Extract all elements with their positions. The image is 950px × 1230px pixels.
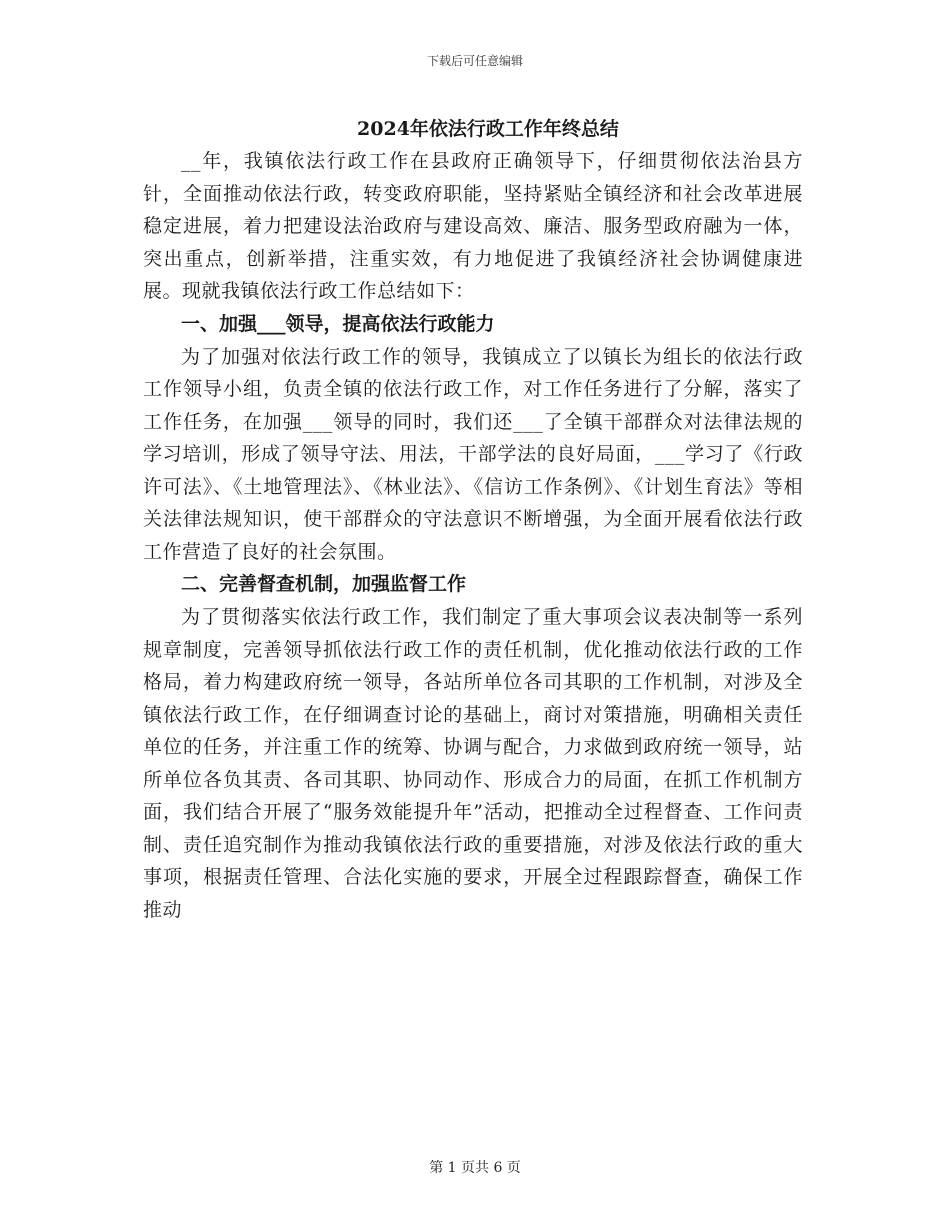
page-indicator: 第 1 页共 6 页: [429, 1160, 521, 1176]
section-1-paragraph: 为了加强对依法行政工作的领导，我镇成立了以镇长为组长的依法行政工作领导小组，负责全镇的依法行政工作，对工作任务进行了分解，落实了工作任务，在加强___领导的同时，我们还___了全镇干部群众对法律法规的学习培训，形成了领导守法、用法，干部学法的良好局面，___学习了《行政许可法》、《土地管理法》、《林业法》、《信访工作条例》、《计划生育法》等相关法律法规知识，使干部群众的守法意识不断增强，为全面开展看依法行政工作营造了良好的社会氛围。: [143, 345, 803, 563]
intro-paragraph: __年，我镇依法行政工作在县政府正确领导下，仔细贯彻依法治县方针，全面推动依法行政，转变政府职能，坚持紧贴全镇经济和社会改革进展稳定进展，着力把建设法治政府与建设高效、廉洁、服务型政府融为一体，突出重点，创新举措，注重实效，有力地促进了我镇经济社会协调健康进展。现就我镇依法行政工作总结如下：: [143, 150, 803, 302]
section-2-heading: 二、完善督查机制，加强监督工作: [181, 573, 467, 595]
page-header-note: 下载后可任意编辑: [426, 54, 523, 68]
document-body: [143, 113, 803, 926]
section-2-paragraph: 为了贯彻落实依法行政工作，我们制定了重大事项会议表决制等一系列规章制度，完善领导抓依法行政工作的责任机制，优化推动依法行政的工作格局，着力构建政府统一领导，各站所单位各司其职的工作机制，对涉及全镇依法行政工作，在仔细调查讨论的基础上，商讨对策措施，明确相关责任单位的任务，并注重工作的统筹、协调与配合，力求做到政府统一领导，站所单位各负其责、各司其职、协同动作、形成合力的局面，在抓工作机制方面，我们结合开展了“服务效能提升年”活动，把推动全过程督查、工作问责制、责任追究制作为推动我镇依法行政的重要措施，对涉及依法行政的重大事项，根据责任管理、合法化实施的要求，开展全过程跟踪督查，确保工作推动: [143, 606, 803, 921]
section-1-heading: 一、加强___领导，提高依法行政能力: [181, 312, 495, 335]
document-title: 2024年依法行政工作年终总结: [357, 118, 619, 140]
